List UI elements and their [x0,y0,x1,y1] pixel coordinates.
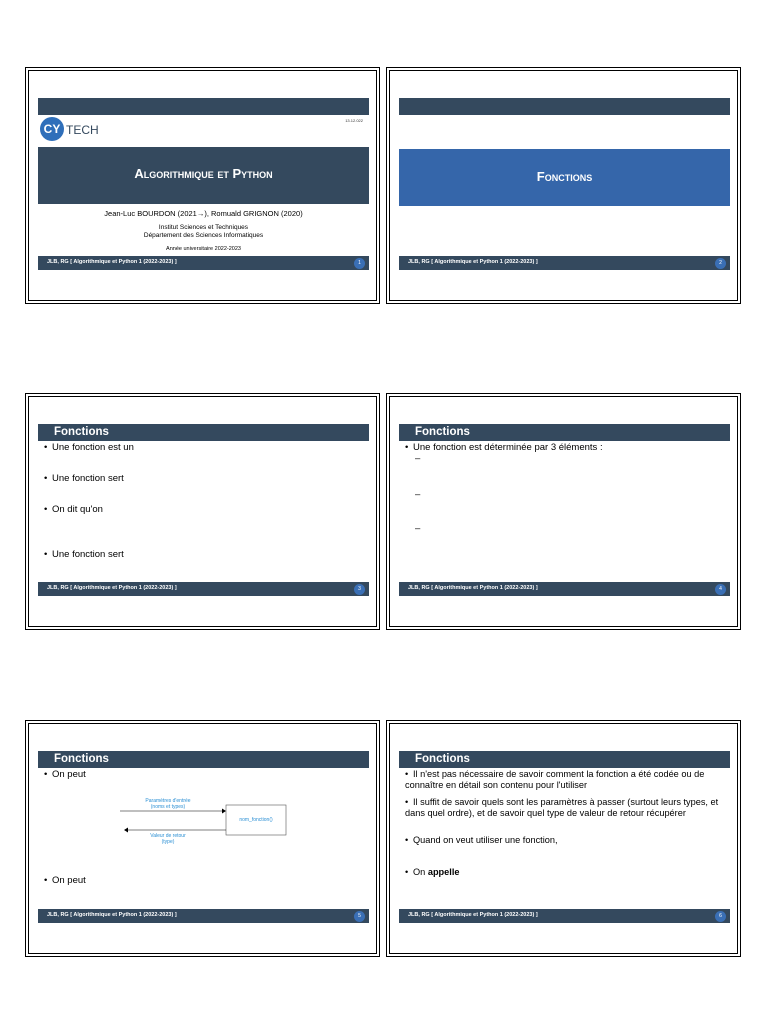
slide-title: Fonctions [415,753,470,765]
output-label: Valeur de retour (type) [150,833,186,845]
dash-item: – [415,489,421,500]
top-bar [399,98,730,115]
bullet-item: • Une fonction sert [44,549,124,560]
department: Département des Sciences Informatiques [143,232,264,239]
footer-text: JLB, RG [ Algorithmique et Python 1 (2022-2023) ] [47,259,177,265]
slide-footer [399,582,730,596]
slide-footer [38,582,369,596]
authors: Jean-Luc BOURDON (2021→), Romuald GRIGNON (2020) [104,209,303,218]
dash-item: – [415,453,421,464]
slide-title: Fonctions [415,426,470,438]
footer-text: JLB, RG [ Algorithmique et Python 1 (2022-2023) ] [408,912,538,918]
bullet-item: • Une fonction est un [44,442,134,453]
page-number: 4 [715,584,726,595]
footer-text: JLB, RG [ Algorithmique et Python 1 (2022-2023) ] [47,912,177,918]
slide-5 [25,720,380,957]
slide-footer [38,909,369,923]
footer-text: JLB, RG [ Algorithmique et Python 1 (2022-2023) ] [47,585,177,591]
main-title: Algorithmique et Python [134,166,273,181]
page-number: 6 [715,911,726,922]
slide-4 [386,393,741,630]
title-bar [399,424,730,441]
page-number: 3 [354,584,365,595]
title-bar [38,424,369,441]
logo-mark: CY [40,117,64,141]
page-number: 1 [354,258,365,269]
section-title: Fonctions [536,169,593,184]
bullet-item: • On dit qu'on [44,504,103,515]
bullet-item: • Une fonction est déterminée par 3 éléments : [405,442,603,453]
slide-footer [399,909,730,923]
function-name: nom_fonction() [239,817,273,823]
slide-1 [25,67,380,304]
section-band [399,149,730,206]
title-bar [399,751,730,768]
bullet-item: • On peut [44,875,86,886]
footer-text: JLB, RG [ Algorithmique et Python 1 (2022-2023) ] [408,259,538,265]
bullet-item: • Il n'est pas nécessaire de savoir comment la fonction a été codée ou de connaître en détail son contenu pour l'utiliser [405,769,705,790]
function-diagram [118,796,288,846]
slide-title: Fonctions [54,753,109,765]
slide-6 [386,720,741,957]
title-bar [38,751,369,768]
dash-item: – [415,523,421,534]
slide-footer [38,256,369,270]
logo-word: TECH [66,123,99,137]
bullet-item: • Quand on veut utiliser une fonction, [405,835,558,845]
slide-footer [399,256,730,270]
page-number: 2 [715,258,726,269]
slide-3 [25,393,380,630]
slide-2 [386,67,741,304]
bullet-item: • Une fonction sert [44,473,124,484]
bullet-item: • On appelle [405,867,460,877]
bold-keyword: appelle [427,867,460,877]
slide-date: 13.12.022 [345,118,363,123]
input-label: Paramètres d'entrée (noms et types) [145,798,191,810]
footer-text: JLB, RG [ Algorithmique et Python 1 (2022-2023) ] [408,585,538,591]
top-bar [38,98,369,115]
bullet-item: • On peut [44,769,86,780]
page-number: 5 [354,911,365,922]
institute: Institut Sciences et Techniques [158,224,249,231]
academic-year: Année universitaire 2022-2023 [166,246,241,252]
title-band [38,147,369,204]
bullet-item: • Il suffit de savoir quels sont les paramètres à passer (surtout leurs types, et dans quel ordre), et de savoir quel type de valeur de retour récupérer [405,797,719,818]
slide-title: Fonctions [54,426,109,438]
